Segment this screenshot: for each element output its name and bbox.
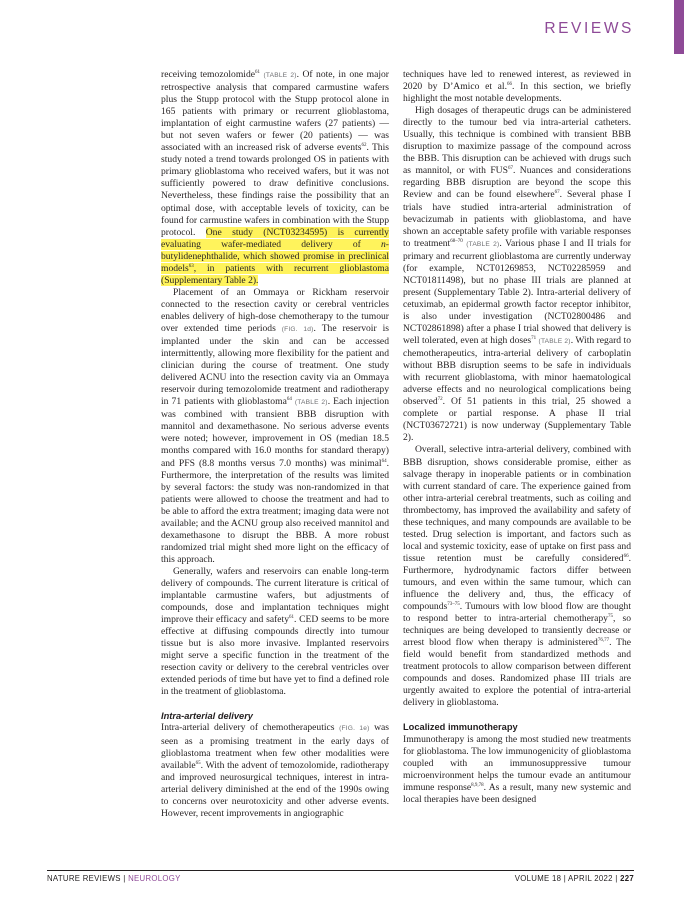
paragraph-high-dosages: High dosages of therapeutic drugs can be administered directly to the tumour bed via intra-arterial catheters. Usually, this technique is combined with transient BBB disruption to maximize passage of the compound across the BBB. This disruption can be achieved with drugs such as mannitol, or with FUS$^{67}$. Nuances and considerations regarding BBB disruption are beyond the scope this Review and can be found elsewhere$^{67}$. Several phase I trials have studied intra-arterial administration of bevacizumab in patients with glioblastoma, and have shown an acceptable safety profile with variable responses to treatment$^{68-70}$ (TABLE 2). Various phase I and II trials for primary and recurrent glioblastoma are currently underway (for example, NCT01269853, NCT02285959 and NCT01811498), but no phase III trials are planned at present (Supplementary Table 2). Intra-arterial delivery of cetuximab, an epidermal growth factor receptor inhibitor, is also under investigation (NCT02800486 and NCT02861898) after a phase I trial showed that delivery is well tolerated, even at high doses$^{71}$ (TABLE 2). With regard to chemotherapeutics, intra-arterial delivery of carboplatin without BBB disruption seems to be safe in individuals with recurrent glioblastoma, with minor haematological adverse effects and no neurological complications being observed$^{72}$. Of 51 patients in this trial, 25 showed a complete or partial response. A phase II trial (NCT03672721) is now underway (Supplementary Table 2). bbox=[403, 105, 631, 444]
citation[interactable]: 73–75 bbox=[447, 602, 460, 608]
citation[interactable]: 62 bbox=[361, 143, 367, 149]
paragraph-ommaya-reservoir: Placement of an Ommaya or Rickham reservoir connected to the resection cavity or cerebral ventricles enables delivery of high-dose chemotherapy to the tumour over extended time periods (FIG. 1d). The reservoir is implanted under the skin and can be accessed intermittently, allowing more flexibility for the patient and clinician during the course of treatment. One study delivered ACNU into the resection cavity via an Ommaya reservoir during temozolomide treatment and radiotherapy in 71 patients with glioblastoma$^{64}$ (TABLE 2). Each injection was combined with transient BBB disruption with mannitol and dexamethasone. No serious adverse events were noted; however, improvement in OS (median 18.5 months compared with 16.0 months for standard therapy) and PFS (8.8 months versus 7.0 months) was minimal$^{64}$. Furthermore, the interpretation of the results was limited by several factors: the study was non-randomized in that patients were allowed to choose the treatment and had to be able to afford the extra treatment; imaging data were not available; and the ACNU group also received mannitol and dexamethasone to disrupt the BBB. A more robust randomized trial might shed more light on the efficacy of this approach. bbox=[161, 286, 390, 565]
table-ref[interactable]: (TABLE 2) bbox=[538, 338, 571, 346]
citation[interactable]: 64 bbox=[286, 397, 292, 403]
paragraph-intra-arterial-intro: Intra-arterial delivery of chemotherapeutics (FIG. 1e) was seen as a promising treatment in the early days of glioblastoma treatment when few other modalities were available$^{65}$. With the advent of temozolomide, radiotherapy and improved neurosurgical techniques, interest in intra-arterial delivery diminished at the end of the 1990s owing to concerns over neurotoxicity and other adverse events. However, recent improvements in angiographic bbox=[161, 722, 389, 819]
citation[interactable]: 8,9,78 bbox=[471, 782, 484, 788]
figure-ref[interactable]: (FIG. 1e) bbox=[339, 725, 370, 733]
table-ref[interactable]: (TABLE 2) bbox=[466, 240, 500, 248]
citation[interactable]: 67 bbox=[554, 190, 560, 196]
citation[interactable]: 67 bbox=[507, 166, 513, 172]
footer-volume: VOLUME 18 | APRIL 2022 | 227 bbox=[514, 874, 634, 883]
right-column bbox=[403, 69, 631, 806]
footer-rule bbox=[47, 870, 634, 871]
footer-journal: NATURE REVIEWS | NEUROLOGY bbox=[47, 874, 181, 883]
accent-side-bar bbox=[674, 0, 684, 54]
page-number: 227 bbox=[620, 874, 634, 883]
paragraph-wafers-summary: Generally, wafers and reservoirs can enable long-term delivery of compounds. The current literature is critical of implantable carmustine wafers, but adjustments of compounds, dose and implantation techniques might improve their efficacy and safety$^{61}$. CED seems to be more effective at diffusing compounds directly into tumour tissue but is also more invasive. Implanted reservoirs might serve a specific function in the treatment of the resection cavity or delivery to the cerebral ventricles over extended periods of time but have yet to find a defined role in the treatment of glioblastoma. bbox=[161, 565, 389, 698]
paragraph-wafers-continued: receiving temozolomide$^{61}$ (TABLE 2). Of note, in one major retrospective analysis that compared carmustine wafers plus the Stupp protocol with the Stupp protocol alone in 165 patients with primary or recurrent glioblastoma, implantation of eight carmustine wafers (27 patients) — but not seven wafers or fewer (20 patients) — was associated with an increased risk of adverse events$^{62}$. This study noted a trend towards prolonged OS in patients with primary glioblastoma who received wafers, but it was not sufficiently powered to draw definitive conclusions. Nevertheless, these findings raise the possibility that an optimal dose, with acceptable levels of toxicity, can be found for carmustine wafers in combination with the Stupp protocol. One study (NCT03234595) is currently evaluating wafer-mediated delivery of n-butylidenephthalide, which showed promise in preclinical models$^{63}$, in patients with recurrent glioblastoma (Supplementary Table 2). bbox=[161, 69, 390, 286]
citation[interactable]: 65 bbox=[195, 760, 201, 766]
citation[interactable]: 63 bbox=[188, 263, 194, 269]
table-ref[interactable]: (TABLE 2) bbox=[294, 399, 328, 407]
left-column bbox=[161, 69, 389, 820]
citation[interactable]: 72 bbox=[437, 397, 443, 403]
citation[interactable]: 76,77 bbox=[597, 638, 610, 644]
citation[interactable]: 71 bbox=[531, 336, 537, 342]
citation[interactable]: 66 bbox=[507, 82, 512, 88]
footer-journal-section: NEUROLOGY bbox=[128, 874, 181, 883]
paragraph-immunotherapy: Immunotherapy is among the most studied new treatments for glioblastoma. The low immunogenicity of glioblastoma coupled with an immunosuppressive tumour microenvironment helps the tumour evade an antitumour immune response$^{8,9,78}$. As a result, many new systemic and local therapies have been designed bbox=[403, 733, 631, 805]
subheading-localized-immunotherapy: Localized immunotherapy bbox=[403, 722, 518, 733]
paragraph-angiographic-continued: techniques have led to renewed interest, as reviewed in 2020 by D’Amico et al.$^{66}$. In this section, we briefly highlight the most notable developments. bbox=[403, 69, 631, 105]
figure-ref[interactable]: (FIG. 1d) bbox=[281, 325, 314, 333]
section-header: REVIEWS bbox=[544, 20, 634, 37]
citation[interactable]: 68–70 bbox=[450, 238, 463, 244]
citation[interactable]: 61 bbox=[289, 615, 294, 621]
highlighted-text: One study (NCT03234595) is currently evaluating wafer-mediated delivery of n-butylidenephthalide, which showed promise in preclinical models$^{63}$, in patients with recurrent glioblastoma (Supplementary Table 2). bbox=[161, 226, 389, 286]
subheading-intra-arterial: Intra-arterial delivery bbox=[161, 711, 253, 722]
table-ref[interactable]: (TABLE 2) bbox=[263, 72, 297, 79]
citation[interactable]: 64 bbox=[381, 458, 387, 464]
citation[interactable]: 66 bbox=[623, 553, 629, 559]
citation[interactable]: 75 bbox=[607, 614, 613, 620]
citation[interactable]: 61 bbox=[255, 70, 261, 75]
paragraph-overall-intra-arterial: Overall, selective intra-arterial delivery, combined with BBB disruption, shows considerable promise, either as salvage therapy in inoperable patients or in combination with current standard of care. The experience gained from other intra-arterial cerebral treatments, such as coiling and thrombectomy, has improved the availability and safety of these techniques, and many compounds are available to be tested. Drug selection is important, and factors such as local and systemic toxicity, ease of uptake on first pass and tissue retention must be carefully considered$^{66}$. Furthermore, hydrodynamic factors differ between tumours, and even within the same tumour, which can influence the delivery and, thus, the efficacy of compounds$^{73-75}$. Tumours with low blood flow are thought to respond better to intra-arterial chemotherapy$^{75}$, so techniques are being developed to transiently decrease or arrest blood flow when therapy is administered$^{76,77}$. The field would benefit from standardized methods and treatment protocols to allow comparison between different compounds and doses. Randomized phase III trials are urgently awaited to explore the potential of intra-arterial delivery in glioblastoma. bbox=[403, 444, 632, 709]
